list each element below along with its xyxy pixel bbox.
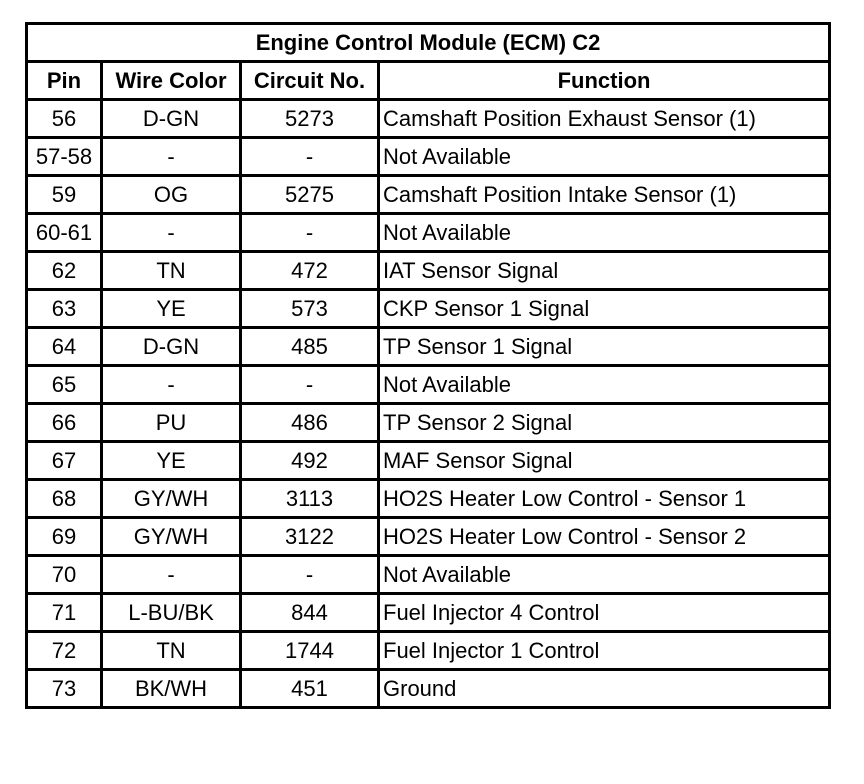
column-header-wire-color: Wire Color bbox=[102, 62, 241, 100]
cell-function: Not Available bbox=[379, 366, 830, 404]
cell-circuit-no: - bbox=[241, 556, 379, 594]
cell-circuit-no: 844 bbox=[241, 594, 379, 632]
cell-circuit-no: 472 bbox=[241, 252, 379, 290]
cell-wire-color: - bbox=[102, 214, 241, 252]
cell-wire-color: TN bbox=[102, 632, 241, 670]
table-body bbox=[27, 100, 830, 708]
cell-function: Fuel Injector 1 Control bbox=[379, 632, 830, 670]
cell-circuit-no: 5275 bbox=[241, 176, 379, 214]
table-row bbox=[27, 290, 830, 328]
table-row bbox=[27, 214, 830, 252]
cell-function: IAT Sensor Signal bbox=[379, 252, 830, 290]
cell-function: Ground bbox=[379, 670, 830, 708]
cell-function: Not Available bbox=[379, 214, 830, 252]
cell-wire-color: TN bbox=[102, 252, 241, 290]
cell-function: CKP Sensor 1 Signal bbox=[379, 290, 830, 328]
cell-pin: 73 bbox=[27, 670, 102, 708]
cell-circuit-no: 492 bbox=[241, 442, 379, 480]
table-row bbox=[27, 594, 830, 632]
cell-pin: 68 bbox=[27, 480, 102, 518]
cell-pin: 72 bbox=[27, 632, 102, 670]
cell-wire-color: D-GN bbox=[102, 328, 241, 366]
table-title-row bbox=[27, 24, 830, 62]
cell-function: TP Sensor 1 Signal bbox=[379, 328, 830, 366]
cell-pin: 71 bbox=[27, 594, 102, 632]
cell-circuit-no: 3113 bbox=[241, 480, 379, 518]
cell-pin: 70 bbox=[27, 556, 102, 594]
table-row bbox=[27, 518, 830, 556]
cell-pin: 63 bbox=[27, 290, 102, 328]
cell-function: MAF Sensor Signal bbox=[379, 442, 830, 480]
table-row bbox=[27, 100, 830, 138]
table-row bbox=[27, 366, 830, 404]
cell-wire-color: GY/WH bbox=[102, 518, 241, 556]
column-header-pin: Pin bbox=[27, 62, 102, 100]
cell-circuit-no: 1744 bbox=[241, 632, 379, 670]
header-row bbox=[27, 62, 830, 100]
table-row bbox=[27, 632, 830, 670]
cell-function: Camshaft Position Intake Sensor (1) bbox=[379, 176, 830, 214]
table-row bbox=[27, 328, 830, 366]
cell-pin: 62 bbox=[27, 252, 102, 290]
cell-circuit-no: 486 bbox=[241, 404, 379, 442]
cell-circuit-no: - bbox=[241, 214, 379, 252]
cell-function: TP Sensor 2 Signal bbox=[379, 404, 830, 442]
cell-circuit-no: 451 bbox=[241, 670, 379, 708]
cell-function: Fuel Injector 4 Control bbox=[379, 594, 830, 632]
cell-circuit-no: 3122 bbox=[241, 518, 379, 556]
cell-function: HO2S Heater Low Control - Sensor 2 bbox=[379, 518, 830, 556]
cell-pin: 65 bbox=[27, 366, 102, 404]
cell-pin: 60-61 bbox=[27, 214, 102, 252]
cell-wire-color: - bbox=[102, 138, 241, 176]
cell-function: Camshaft Position Exhaust Sensor (1) bbox=[379, 100, 830, 138]
cell-circuit-no: 5273 bbox=[241, 100, 379, 138]
cell-pin: 57-58 bbox=[27, 138, 102, 176]
cell-function: Not Available bbox=[379, 138, 830, 176]
table-row bbox=[27, 404, 830, 442]
cell-function: Not Available bbox=[379, 556, 830, 594]
cell-wire-color: YE bbox=[102, 442, 241, 480]
cell-circuit-no: - bbox=[241, 138, 379, 176]
cell-wire-color: PU bbox=[102, 404, 241, 442]
cell-wire-color: GY/WH bbox=[102, 480, 241, 518]
ecm-connector-table bbox=[25, 22, 831, 709]
cell-pin: 64 bbox=[27, 328, 102, 366]
cell-pin: 66 bbox=[27, 404, 102, 442]
cell-circuit-no: 573 bbox=[241, 290, 379, 328]
cell-wire-color: - bbox=[102, 556, 241, 594]
cell-wire-color: YE bbox=[102, 290, 241, 328]
cell-wire-color: L-BU/BK bbox=[102, 594, 241, 632]
table-row bbox=[27, 670, 830, 708]
cell-circuit-no: 485 bbox=[241, 328, 379, 366]
cell-circuit-no: - bbox=[241, 366, 379, 404]
table-row bbox=[27, 480, 830, 518]
table-row bbox=[27, 252, 830, 290]
column-header-function: Function bbox=[379, 62, 830, 100]
cell-pin: 69 bbox=[27, 518, 102, 556]
cell-pin: 59 bbox=[27, 176, 102, 214]
cell-pin: 67 bbox=[27, 442, 102, 480]
table-row bbox=[27, 138, 830, 176]
table-row bbox=[27, 442, 830, 480]
table-row bbox=[27, 176, 830, 214]
cell-wire-color: D-GN bbox=[102, 100, 241, 138]
cell-pin: 56 bbox=[27, 100, 102, 138]
cell-wire-color: OG bbox=[102, 176, 241, 214]
table-row bbox=[27, 556, 830, 594]
cell-wire-color: BK/WH bbox=[102, 670, 241, 708]
table-title: Engine Control Module (ECM) C2 bbox=[27, 24, 830, 62]
column-header-circuit-no: Circuit No. bbox=[241, 62, 379, 100]
cell-wire-color: - bbox=[102, 366, 241, 404]
cell-function: HO2S Heater Low Control - Sensor 1 bbox=[379, 480, 830, 518]
